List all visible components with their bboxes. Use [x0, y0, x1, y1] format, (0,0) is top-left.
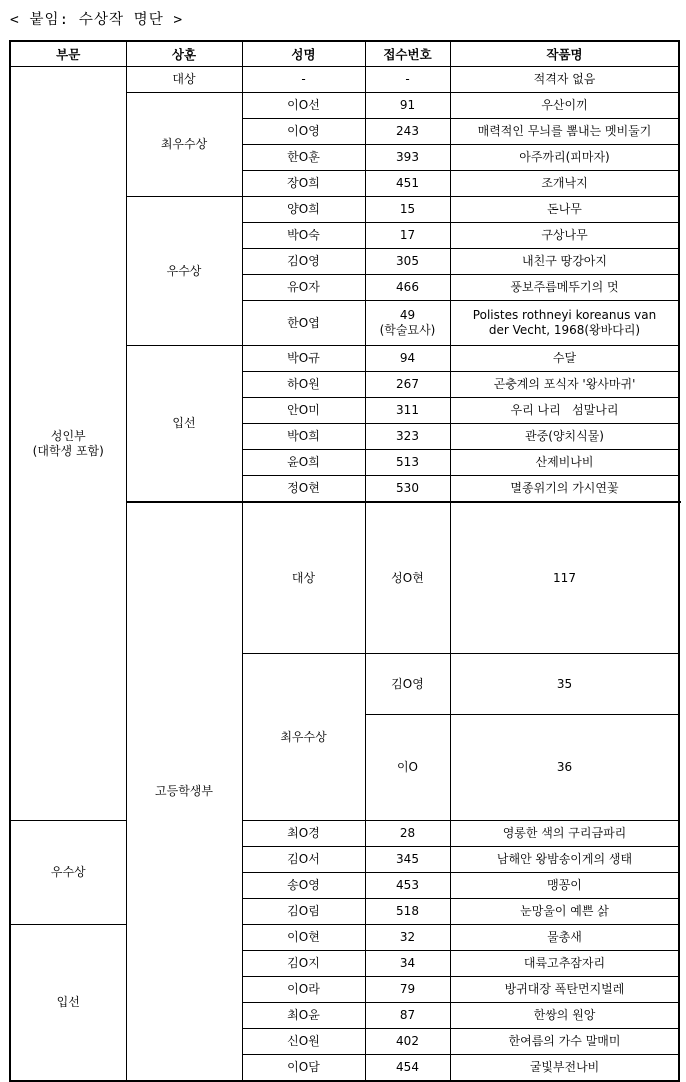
name-cell: 정O현 — [242, 476, 365, 503]
header-work: 작품명 — [450, 41, 679, 67]
division-label: 성인부 — [50, 428, 86, 443]
number-cell: 518 — [365, 899, 450, 925]
award-cell: 입선 — [10, 925, 126, 1082]
name-cell: 김O림 — [242, 899, 365, 925]
header-number: 접수번호 — [365, 41, 450, 67]
number-cell: 243 — [365, 119, 450, 145]
number-cell: 530 — [365, 476, 450, 503]
division-sublabel: (대학생 포함) — [32, 443, 104, 458]
name-cell: 박O규 — [242, 346, 365, 372]
award-cell: 최우수상 — [242, 654, 365, 821]
number-cell: 35 — [450, 654, 679, 715]
name-cell: 신O원 — [242, 1029, 365, 1055]
name-cell: 이O현 — [242, 925, 365, 951]
award-cell: 최우수상 — [126, 93, 242, 197]
name-cell: 박O희 — [242, 424, 365, 450]
award-cell: 우수상 — [10, 821, 126, 925]
name-cell: 이O선 — [242, 93, 365, 119]
number-cell: 311 — [365, 398, 450, 424]
header-row — [10, 41, 679, 67]
table-row — [10, 925, 679, 951]
number-cell: 36 — [450, 715, 679, 821]
award-cell: 우수상 — [126, 197, 242, 346]
number-cell — [365, 301, 450, 346]
work-cell: 방귀대장 폭탄먼지벌레 — [450, 977, 679, 1003]
division-adult — [10, 67, 126, 821]
work-cell: 내친구 땅강아지 — [450, 249, 679, 275]
name-cell: 윤O희 — [242, 450, 365, 476]
name-cell: 김O지 — [242, 951, 365, 977]
work-cell: 풍보주름메뚜기의 멋 — [450, 275, 679, 301]
work-cell: 수달 — [450, 346, 679, 372]
number-cell: 454 — [365, 1055, 450, 1082]
header-division: 부문 — [10, 41, 126, 67]
name-cell: 안O미 — [242, 398, 365, 424]
name-cell: 송O영 — [242, 873, 365, 899]
name-cell: 김O영 — [365, 654, 450, 715]
work-cell: 남해안 왕밤송이게의 생태 — [450, 847, 679, 873]
work-cell: 매력적인 무늬를 뽐내는 멧비둘기 — [450, 119, 679, 145]
work-cell: 눈망울이 예쁜 삵 — [450, 899, 679, 925]
table-row — [10, 67, 679, 93]
work-cell: 곤충계의 포식자 '왕사마귀' — [450, 372, 679, 398]
number-cell: - — [365, 67, 450, 93]
work-cell: 영롱한 색의 구리금파리 — [450, 821, 679, 847]
name-cell: 김O영 — [242, 249, 365, 275]
number-cell: 17 — [365, 223, 450, 249]
work-cell: 적격자 없음 — [450, 67, 679, 93]
award-cell: 대상 — [242, 502, 365, 654]
number-cell: 15 — [365, 197, 450, 223]
number-cell: 345 — [365, 847, 450, 873]
number-cell: 453 — [365, 873, 450, 899]
number-cell: 117 — [450, 502, 679, 654]
name-cell: 유O자 — [242, 275, 365, 301]
name-cell: 최O경 — [242, 821, 365, 847]
work-cell: 관중(양치식물) — [450, 424, 679, 450]
name-cell: 이O담 — [242, 1055, 365, 1082]
number-cell: 34 — [365, 951, 450, 977]
number-cell: 305 — [365, 249, 450, 275]
name-cell: - — [242, 67, 365, 93]
work-cell: 우리 나리 섬말나리 — [450, 398, 679, 424]
work-title-line: der Vecht, 1968(왕바다리) — [488, 323, 641, 337]
work-cell: 조개낙지 — [450, 171, 679, 197]
work-cell: 멸종위기의 가시연꽃 — [450, 476, 679, 503]
number-cell: 451 — [365, 171, 450, 197]
name-cell: 김O서 — [242, 847, 365, 873]
number-cell: 91 — [365, 93, 450, 119]
name-cell: 장O희 — [242, 171, 365, 197]
work-cell: 한여름의 가수 말매미 — [450, 1029, 679, 1055]
number-cell: 466 — [365, 275, 450, 301]
work-title-line: Polistes rothneyi koreanus van — [472, 308, 657, 322]
name-cell: 한O훈 — [242, 145, 365, 171]
work-cell: 굴빛부전나비 — [450, 1055, 679, 1082]
number-cell: 28 — [365, 821, 450, 847]
work-cell: 맹꽁이 — [450, 873, 679, 899]
name-cell: 성O현 — [365, 502, 450, 654]
number-cell: 513 — [365, 450, 450, 476]
award-cell: 입선 — [126, 346, 242, 503]
header-award: 상훈 — [126, 41, 242, 67]
name-cell: 하O원 — [242, 372, 365, 398]
work-cell — [450, 301, 679, 346]
work-cell: 대륙고추잠자리 — [450, 951, 679, 977]
header-name: 성명 — [242, 41, 365, 67]
number-value: 49 — [399, 308, 416, 322]
page-title: < 붙임: 수상작 명단 > — [10, 12, 184, 28]
table-row — [10, 821, 679, 847]
number-cell: 267 — [365, 372, 450, 398]
name-cell: 이O — [365, 715, 450, 821]
division-high: 고등학생부 — [126, 502, 242, 1081]
name-cell: 한O엽 — [242, 301, 365, 346]
number-note: (학술묘사) — [379, 323, 436, 337]
number-cell: 323 — [365, 424, 450, 450]
name-cell: 이O라 — [242, 977, 365, 1003]
number-cell: 402 — [365, 1029, 450, 1055]
work-cell: 산제비나비 — [450, 450, 679, 476]
awards-table — [9, 40, 680, 1082]
name-cell: 이O영 — [242, 119, 365, 145]
work-cell: 우산이끼 — [450, 93, 679, 119]
number-cell: 94 — [365, 346, 450, 372]
award-cell: 대상 — [126, 67, 242, 93]
work-cell: 구상나무 — [450, 223, 679, 249]
work-cell: 아주까리(피마자) — [450, 145, 679, 171]
number-cell: 393 — [365, 145, 450, 171]
name-cell: 박O숙 — [242, 223, 365, 249]
name-cell: 최O윤 — [242, 1003, 365, 1029]
number-cell: 32 — [365, 925, 450, 951]
number-cell: 87 — [365, 1003, 450, 1029]
work-cell: 물총새 — [450, 925, 679, 951]
name-cell: 양O희 — [242, 197, 365, 223]
number-cell: 79 — [365, 977, 450, 1003]
work-cell: 돈나무 — [450, 197, 679, 223]
work-cell: 한쌍의 원앙 — [450, 1003, 679, 1029]
